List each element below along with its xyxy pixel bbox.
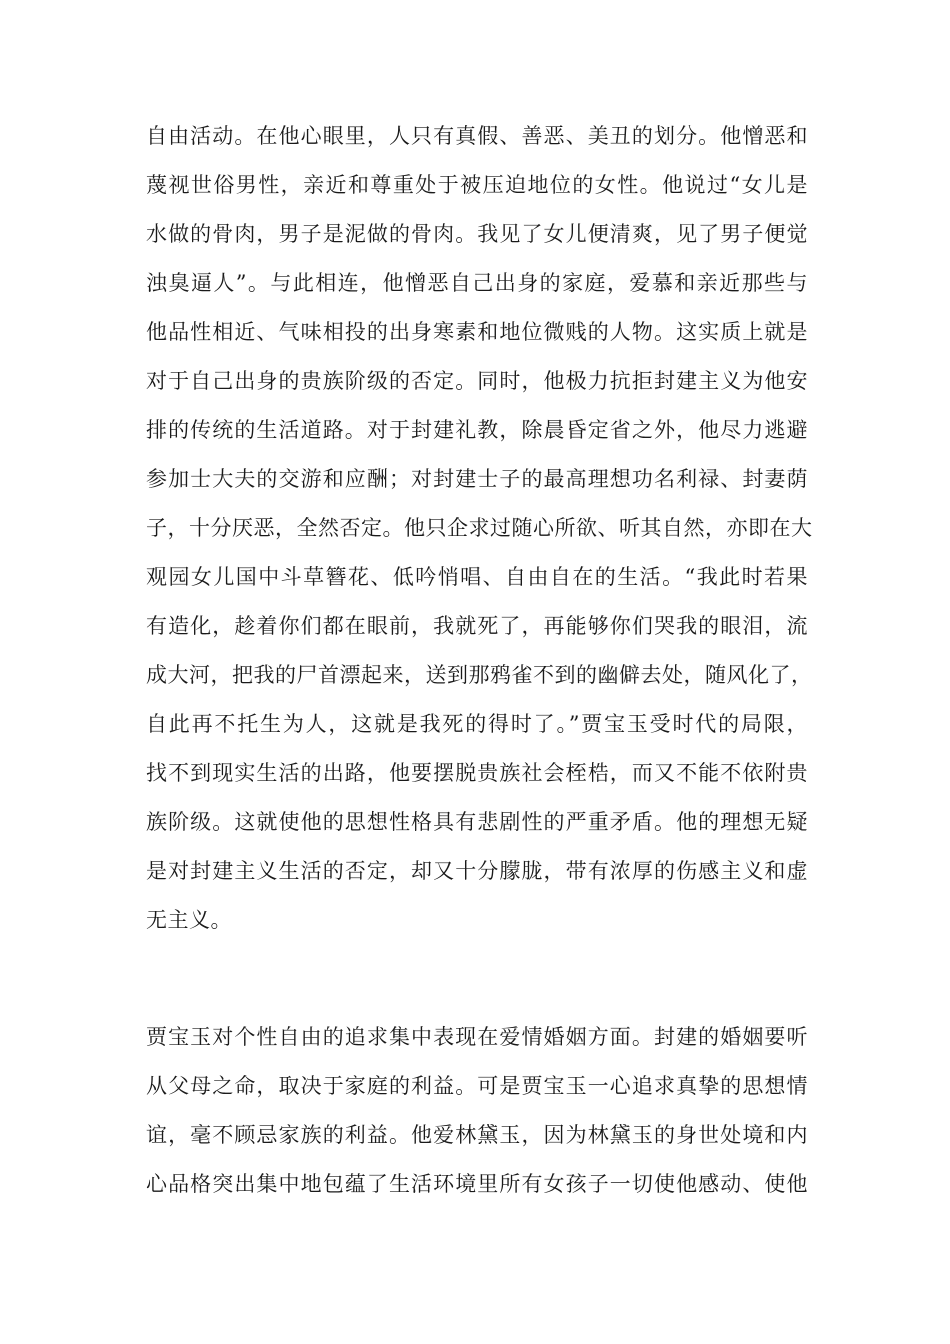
paragraph-line: 对于自己出身的贵族阶级的否定。同时，他极力抗拒封建主义为他安 bbox=[146, 369, 808, 393]
paragraph-1 bbox=[146, 112, 813, 945]
paragraph-line: 找不到现实生活的出路，他要摆脱贵族社会桎梏，而又不能不依附贵 bbox=[146, 761, 808, 785]
paragraph-line: 谊，毫不顾忌家族的利益。他爱林黛玉，因为林黛玉的身世处境和内 bbox=[146, 1123, 808, 1147]
paragraph-line: 成大河，把我的尸首漂起来，送到那鸦雀不到的幽僻去处，随风化了， bbox=[146, 663, 813, 687]
paragraph-line: 是对封建主义生活的否定，却又十分朦胧，带有浓厚的伤感主义和虚 bbox=[146, 859, 808, 883]
paragraph-line: 排的传统的生活道路。对于封建礼教，除晨昏定省之外，他尽力逃避 bbox=[146, 418, 808, 442]
paragraph-line: 蔑视世俗男性，亲近和尊重处于被压迫地位的女性。他说过“女儿是 bbox=[146, 173, 808, 197]
paragraph-line: 族阶级。这就使他的思想性格具有悲剧性的严重矛盾。他的理想无疑 bbox=[146, 810, 808, 834]
paragraph-line: 有造化，趁着你们都在眼前，我就死了，再能够你们哭我的眼泪，流 bbox=[146, 614, 808, 638]
paragraph-line: 贾宝玉对个性自由的追求集中表现在爱情婚姻方面。封建的婚姻要听 bbox=[146, 1025, 808, 1049]
paragraph-line: 心品格突出集中地包蕴了生活环境里所有女孩子一切使他感动、使他 bbox=[146, 1172, 808, 1196]
paragraph-line: 参加士大夫的交游和应酬；对封建士子的最高理想功名利禄、封妻荫 bbox=[146, 467, 808, 491]
paragraph-line: 子，十分厌恶，全然否定。他只企求过随心所欲、听其自然，亦即在大 bbox=[146, 516, 813, 540]
paragraph-line: 浊臭逼人”。与此相连，他憎恶自己出身的家庭，爱慕和亲近那些与 bbox=[146, 271, 808, 295]
paragraph-2 bbox=[146, 1013, 808, 1209]
paragraph-line: 无主义。 bbox=[146, 908, 232, 932]
paragraph-line: 自此再不托生为人，这就是我死的得时了。”贾宝玉受时代的局限， bbox=[146, 712, 808, 736]
paragraph-line: 从父母之命，取决于家庭的利益。可是贾宝玉一心追求真挚的思想情 bbox=[146, 1074, 808, 1098]
paragraph-line: 观园女儿国中斗草簪花、低吟悄唱、自由自在的生活。“我此时若果 bbox=[146, 565, 808, 589]
paragraph-line: 他品性相近、气味相投的出身寒素和地位微贱的人物。这实质上就是 bbox=[146, 320, 808, 344]
paragraph-line: 自由活动。在他心眼里，人只有真假、善恶、美丑的划分。他憎恶和 bbox=[146, 124, 808, 148]
paragraph-line: 水做的骨肉，男子是泥做的骨肉。我见了女儿便清爽，见了男子便觉 bbox=[146, 222, 808, 246]
